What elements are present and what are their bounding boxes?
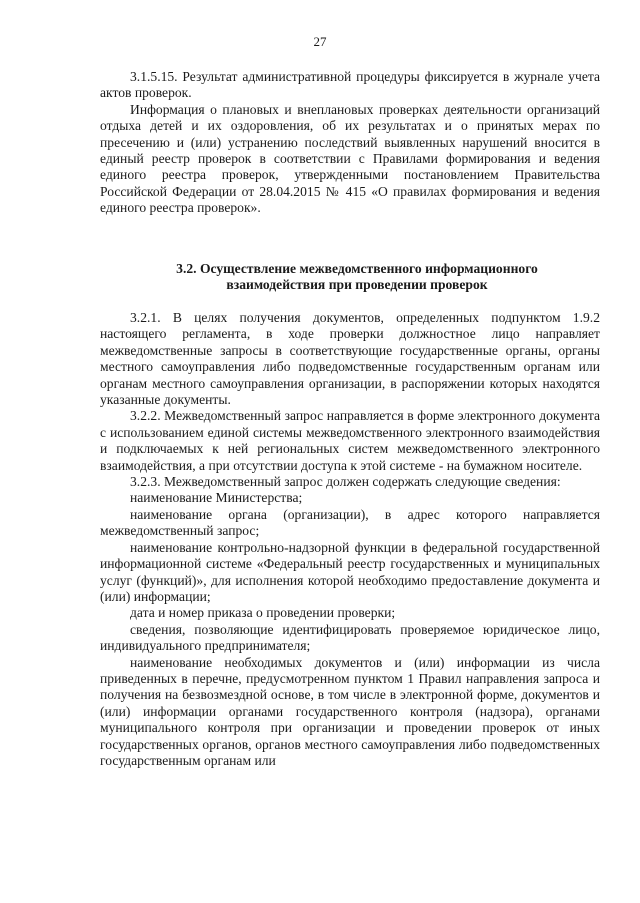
paragraph: 3.2.1. В целях получения документов, определенных подпунктом 1.9.2 настоящего регламента, в ходе проверки должностное лицо направляет межведомственные запросы в соответствующие государственные органы, органы местного самоуправления либо подведомственные государственным органам или органам местного самоуправления организации, в распоряжении которых находятся указанные документы. [100,310,600,408]
list-item: сведения, позволяющие идентифицировать проверяемое юридическое лицо, индивидуального предпринимателя; [100,621,600,654]
list-item: наименование контрольно-надзорной функции в федеральной государственной информационной системе «Федеральный реестр государственных и муниципальных услуг (функций)», для исполнения которой необходимо предоставление документа и (или) информации; [100,539,600,604]
list-item: наименование необходимых документов и (или) информации из числа приведенных в перечне, предусмотренном пунктом 1 Правил направления запроса и получения на безвозмездной основе, в том числе в электронной форме, документов и (или) информации органами государственного контроля (надзора), органами муниципального контроля при организации и проведении проверок от иных государственных органов, органов местного самоуправления либо подведомственных государственным органам или [100,654,600,768]
section-heading [100,261,600,294]
list-item: наименование Министерства; [130,490,303,506]
section-heading-line: 3.2. Осуществление межведомственного информационного [176,261,538,276]
paragraph: Информация о плановых и внеплановых проверках деятельности организаций отдыха детей и их оздоровления, об их результатах и о принятых мерах по пресечению и (или) устранению последствий выявленных нарушений вносится в единый реестр проверок в соответствии с Правилами формирования и ведения единого реестра проверок, утвержденными постановлением Правительства Российской Федерации от 28.04.2015 № 415 «О правилах формирования и ведения единого реестра проверок». [100,101,600,216]
intro-block [100,69,600,217]
list-item: дата и номер приказа о проведении проверки; [130,605,396,621]
page-number: 27 [313,34,327,49]
paragraph: 3.2.2. Межведомственный запрос направляется в форме электронного документа с использованием единой системы межведомственного электронного взаимодействия и подключаемых к ней региональных систем межведомственного электронного взаимодействия, а при отсутствии доступа к этой системе - на бумажном носителе. [100,408,600,473]
list-item: наименование органа (организации), в адрес которого направляется межведомственный запрос; [100,506,600,539]
section-heading-line: взаимодействия при проведении проверок [226,277,488,293]
section-body [100,310,600,769]
paragraph: 3.2.3. Межведомственный запрос должен содержать следующие сведения: [130,474,561,490]
paragraph: 3.1.5.15. Результат административной процедуры фиксируется в журнале учета актов проверок. [100,69,600,101]
